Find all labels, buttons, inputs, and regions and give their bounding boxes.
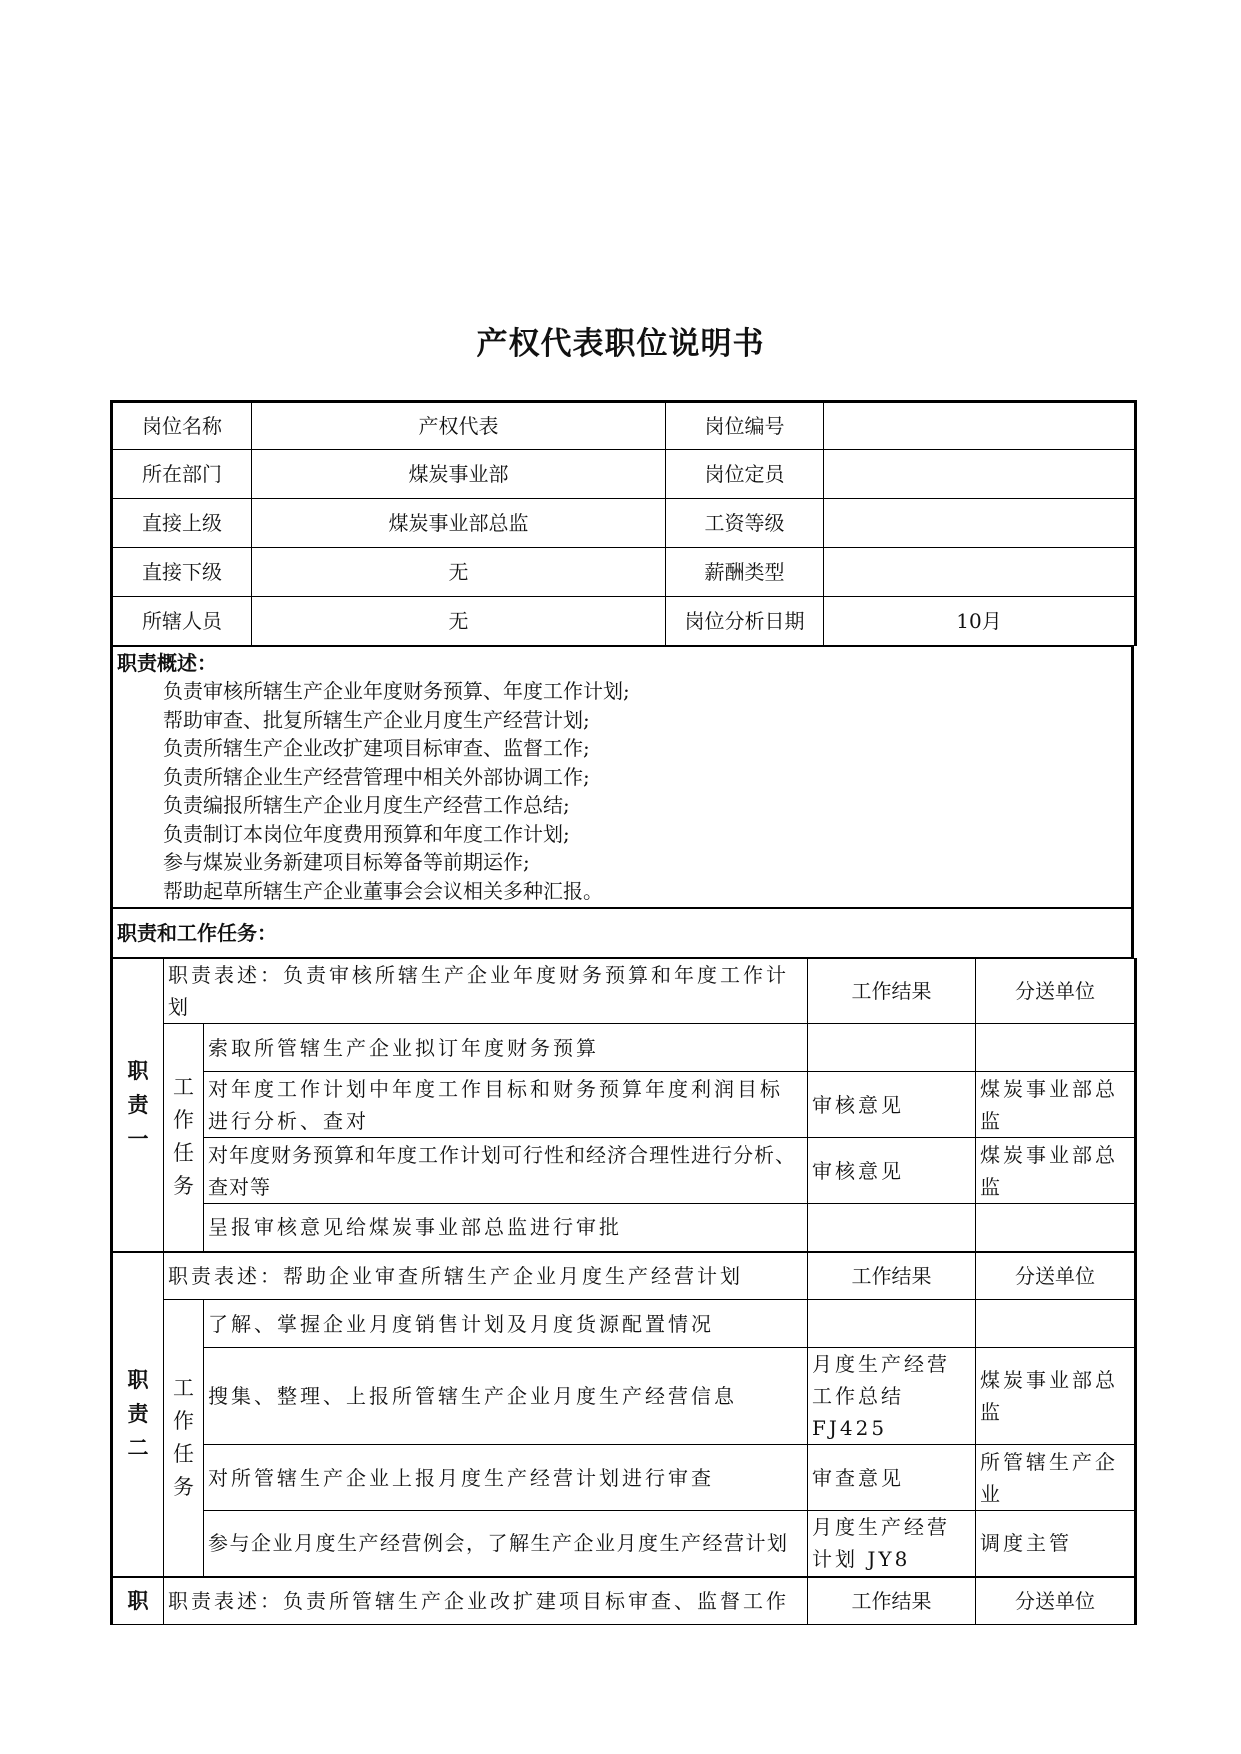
duties-heading-row (112, 908, 1133, 958)
task-dest (976, 1024, 1136, 1072)
task-text: 呈报审核意见给煤炭事业部总监进行审批 (204, 1204, 808, 1252)
label-cell: 岗位分析日期 (666, 597, 824, 646)
summary-line: 帮助起草所辖生产企业董事会会议相关多种汇报。 (163, 878, 603, 903)
duty-label-cell (112, 959, 164, 1252)
task-text: 对所管辖生产企业上报月度生产经营计划进行审查 (204, 1445, 808, 1511)
task-result: 审查意见 (808, 1445, 976, 1511)
summary-line: 负责编报所辖生产企业月度生产经营工作总结; (163, 793, 570, 817)
task-text: 对年度财务预算和年度工作计划可行性和经济合理性进行分析、查对等 (204, 1138, 808, 1204)
basic-row (112, 548, 1136, 597)
task-row (112, 1024, 1136, 1072)
duty-label-char: 一 (127, 1126, 149, 1151)
task-label-char: 工 (173, 1075, 194, 1100)
summary-row (112, 647, 1133, 908)
label-cell: 直接下级 (112, 548, 252, 597)
task-label-cell (164, 1300, 204, 1577)
duty-label-char: 责 (127, 1092, 149, 1117)
summary-cell (112, 647, 1133, 908)
task-dest: 调度主管 (976, 1511, 1136, 1577)
label-cell: 工资等级 (666, 499, 824, 548)
dest-header: 分送单位 (976, 959, 1136, 1024)
task-row (112, 1300, 1136, 1348)
task-dest: 所管辖生产企业 (976, 1445, 1136, 1511)
value-cell: 煤炭事业部总监 (252, 499, 666, 548)
duty-statement-row (112, 1577, 1136, 1625)
duty-label-cell (112, 1577, 164, 1625)
duty-label-char: 职 (127, 1058, 149, 1083)
task-label-char: 务 (173, 1474, 194, 1499)
task-text: 参与企业月度生产经营例会，了解生产企业月度生产经营计划 (204, 1511, 808, 1577)
task-row (112, 1138, 1136, 1204)
task-label-char: 作 (173, 1108, 194, 1133)
value-cell: 10月 (824, 597, 1136, 646)
task-label-char: 任 (173, 1441, 194, 1466)
task-dest: 煤炭事业部总监 (976, 1072, 1136, 1138)
result-header: 工作结果 (808, 1252, 976, 1300)
task-result (808, 1300, 976, 1348)
label-cell: 所辖人员 (112, 597, 252, 646)
label-cell: 所在部门 (112, 450, 252, 499)
summary-line: 负责所辖生产企业改扩建项目标审查、监督工作; (163, 736, 590, 760)
basic-info-table (110, 400, 1137, 646)
summary-table (110, 646, 1134, 958)
task-row (112, 1204, 1136, 1252)
value-cell: 无 (252, 597, 666, 646)
task-row (112, 1511, 1136, 1577)
summary-line: 负责制订本岗位年度费用预算和年度工作计划; (163, 821, 570, 846)
task-label-char: 务 (173, 1174, 194, 1199)
summary-line: 帮助审查、批复所辖生产企业月度生产经营计划; (163, 707, 590, 732)
task-result: 审核意见 (808, 1072, 976, 1138)
task-row (112, 1348, 1136, 1445)
task-text: 搜集、整理、上报所管辖生产企业月度生产经营信息 (204, 1348, 808, 1445)
label-cell: 岗位定员 (666, 450, 824, 499)
duty-label-char: 二 (127, 1436, 149, 1460)
basic-row (112, 450, 1136, 499)
basic-row (112, 402, 1136, 450)
summary-line: 负责审核所辖生产企业年度财务预算、年度工作计划; (163, 679, 630, 703)
task-row (112, 1072, 1136, 1138)
label-cell: 岗位编号 (666, 402, 824, 450)
task-label-char: 作 (173, 1408, 194, 1433)
task-text: 了解、掌握企业月度销售计划及月度货源配置情况 (204, 1300, 808, 1348)
task-dest (976, 1204, 1136, 1252)
value-cell (824, 402, 1136, 450)
duty-statement: 职责表述：负责审核所辖生产企业年度财务预算和年度工作计划 (164, 959, 808, 1024)
duties-heading-cell (112, 908, 1133, 958)
basic-row (112, 597, 1136, 646)
duties-table (110, 958, 1137, 1625)
summary-heading: 职责概述： (117, 651, 217, 675)
dest-header: 分送单位 (976, 1252, 1136, 1300)
result-header: 工作结果 (808, 1577, 976, 1625)
duty-label-char: 职 (127, 1588, 149, 1613)
task-text: 对年度工作计划中年度工作目标和财务预算年度利润目标进行分析、查对 (204, 1072, 808, 1138)
duty-statement-row (112, 959, 1136, 1024)
task-label-cell (164, 1024, 204, 1252)
task-dest: 煤炭事业部总监 (976, 1138, 1136, 1204)
task-dest: 煤炭事业部总监 (976, 1348, 1136, 1445)
duty-statement-row (112, 1252, 1136, 1300)
task-label-char: 工 (173, 1375, 194, 1400)
summary-line: 负责所辖企业生产经营管理中相关外部协调工作; (163, 764, 590, 789)
task-row (112, 1445, 1136, 1511)
basic-row (112, 499, 1136, 548)
document-title: 产权代表职位说明书 (476, 326, 765, 362)
task-result (808, 1024, 976, 1072)
value-cell: 无 (252, 548, 666, 597)
label-cell: 直接上级 (112, 499, 252, 548)
value-cell: 产权代表 (252, 402, 666, 450)
task-label-char: 任 (173, 1141, 194, 1166)
label-cell: 岗位名称 (112, 402, 252, 450)
task-result: 月度生产经营计划 JY8 (808, 1511, 976, 1577)
duty-label-cell (112, 1252, 164, 1577)
value-cell: 煤炭事业部 (252, 450, 666, 499)
value-cell (824, 548, 1136, 597)
task-dest (976, 1300, 1136, 1348)
duty-statement: 职责表述：负责所管辖生产企业改扩建项目标审查、监督工作 (164, 1577, 808, 1625)
duty-label-char: 责 (127, 1402, 149, 1426)
duty-statement: 职责表述：帮助企业审查所辖生产企业月度生产经营计划 (164, 1252, 808, 1300)
value-cell (824, 450, 1136, 499)
dest-header: 分送单位 (976, 1577, 1136, 1625)
label-cell: 薪酬类型 (666, 548, 824, 597)
duty-label-char: 职 (127, 1368, 149, 1392)
result-header: 工作结果 (808, 959, 976, 1024)
summary-line: 参与煤炭业务新建项目标筹备等前期运作; (163, 850, 530, 874)
task-text: 索取所管辖生产企业拟订年度财务预算 (204, 1024, 808, 1072)
task-result (808, 1204, 976, 1252)
value-cell (824, 499, 1136, 548)
task-result: 审核意见 (808, 1138, 976, 1204)
duties-heading: 职责和工作任务： (117, 920, 277, 945)
job-description-form (110, 400, 1134, 1625)
task-result: 月度生产经营工作总结 FJ425 (808, 1348, 976, 1445)
